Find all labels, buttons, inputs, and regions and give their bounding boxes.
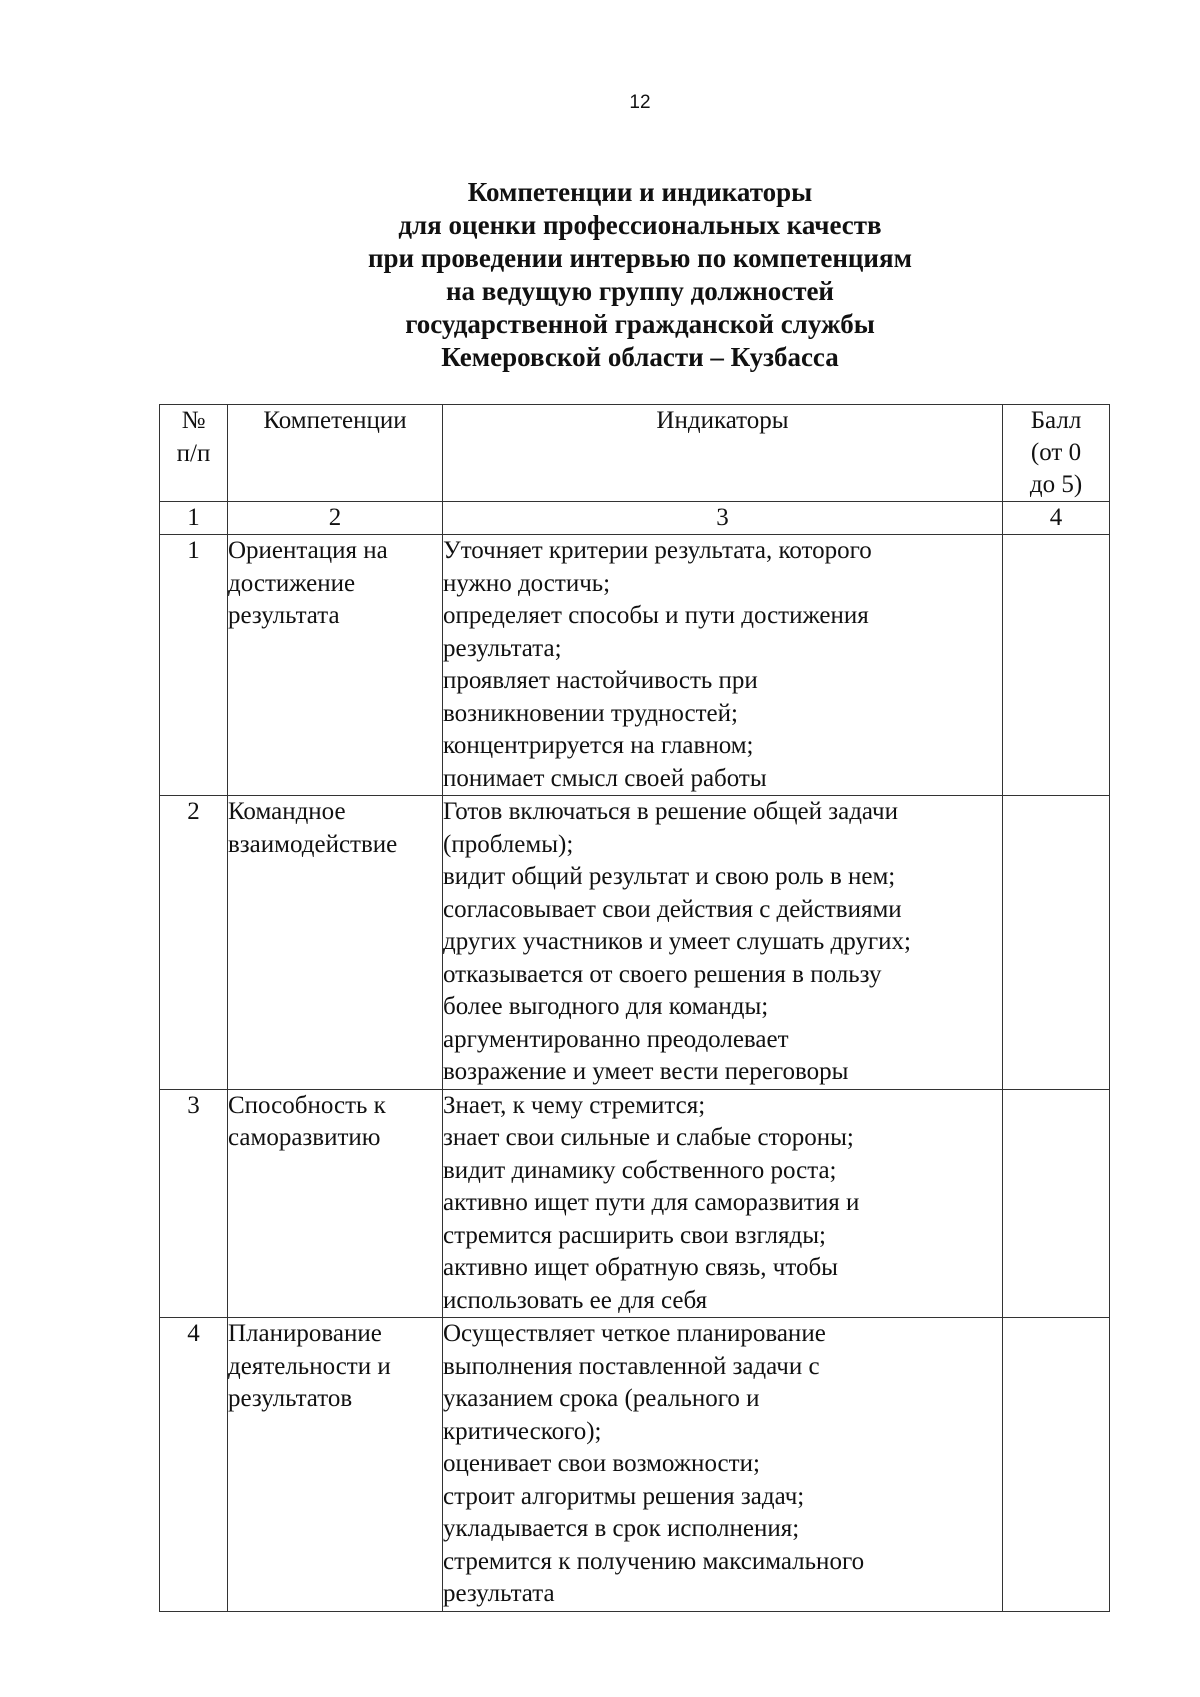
score-cell[interactable] (1003, 535, 1110, 796)
indicator-line: возражение и умеет вести переговоры (443, 1058, 849, 1085)
indicator-line: стремится к получению максимального (443, 1547, 865, 1575)
title-line: для оценки профессиональных качеств (398, 210, 882, 240)
title-line: Компетенции и индикаторы (467, 177, 813, 207)
table-header-row (160, 405, 1110, 502)
page-number: 12 (629, 92, 651, 113)
indicator-line: указанием срока (реального и (443, 1385, 760, 1412)
indicators-cell (443, 1089, 1003, 1318)
indicator-line: концентрируется на главном; (443, 732, 754, 759)
indicator-line: других участников и умеет слушать других; (443, 928, 911, 955)
competence-line: достижение (228, 569, 356, 597)
indicators-cell (443, 535, 1003, 796)
competence-cell (228, 535, 443, 796)
score-cell[interactable] (1003, 1318, 1110, 1612)
header-score (1003, 405, 1110, 502)
indicator-line: оценивает свои возможности; (443, 1450, 760, 1477)
indicator-line: Знает, к чему стремится; (443, 1091, 706, 1119)
row-number: 3 (160, 1089, 228, 1318)
competence-cell (228, 1318, 443, 1612)
row-number: 2 (160, 796, 228, 1090)
header-competence: Компетенции (228, 405, 443, 502)
header-indicators: Индикаторы (443, 405, 1003, 502)
competence-cell (228, 796, 443, 1090)
column-number: 1 (160, 502, 228, 535)
table-row (160, 796, 1110, 1090)
header-number (160, 405, 228, 502)
indicators-cell (443, 1318, 1003, 1612)
document-title (0, 176, 1200, 374)
indicator-line: строит алгоритмы решения задач; (443, 1482, 805, 1510)
table-body (160, 535, 1110, 1612)
indicator-line: определяет способы и пути достижения (443, 602, 869, 629)
header-score-line: Балл (1030, 407, 1082, 434)
indicator-line: использовать ее для себя (443, 1286, 708, 1314)
competence-line: Планирование (228, 1320, 382, 1347)
competence-line: Способность к (228, 1091, 386, 1119)
table-row (160, 1089, 1110, 1318)
header-number-line: п/п (176, 439, 211, 467)
competence-cell (228, 1089, 443, 1318)
header-number-line: № (181, 407, 206, 434)
indicator-line: отказывается от своего решения в пользу (443, 960, 882, 988)
indicator-line: (проблемы); (443, 830, 574, 858)
indicator-line: критического); (443, 1417, 602, 1445)
indicator-line: проявляет настойчивость при (443, 667, 758, 694)
competencies-table (159, 404, 1110, 1612)
row-number: 4 (160, 1318, 228, 1612)
indicator-line: согласовывает свои действия с действиями (443, 895, 902, 923)
row-number: 1 (160, 535, 228, 796)
indicator-line: аргументированно преодолевает (443, 1025, 789, 1053)
indicator-line: знает свои сильные и слабые стороны; (443, 1124, 854, 1151)
indicator-line: результата; (443, 634, 562, 662)
competence-line: результата (228, 602, 340, 629)
indicator-line: Уточняет критерии результата, которого (443, 537, 872, 564)
indicator-line: понимает смысл своей работы (443, 764, 767, 792)
indicator-line: результата (443, 1580, 555, 1607)
competence-line: взаимодействие (228, 830, 398, 858)
column-number: 3 (443, 502, 1003, 535)
indicator-line: стремится расширить свои взгляды; (443, 1221, 826, 1249)
header-score-line: до 5) (1029, 471, 1083, 498)
indicator-line: видит динамику собственного роста; (443, 1156, 837, 1184)
title-line: при проведении интервью по компетенциям (367, 243, 912, 273)
indicator-line: Готов включаться в решение общей задачи (443, 798, 898, 825)
competence-line: саморазвитию (228, 1124, 381, 1151)
competence-line: Командное (228, 798, 346, 825)
column-number: 4 (1003, 502, 1110, 535)
indicator-line: активно ищет обратную связь, чтобы (443, 1254, 838, 1281)
header-score-line: (от 0 (1030, 439, 1082, 466)
title-line: на ведущую группу должностей (445, 276, 834, 306)
title-line: Кемеровской области – Кузбасса (441, 342, 839, 372)
title-line: государственной гражданской службы (405, 309, 875, 339)
score-cell[interactable] (1003, 796, 1110, 1090)
competence-line: результатов (228, 1385, 353, 1412)
indicator-line: выполнения поставленной задачи с (443, 1352, 820, 1380)
indicator-line: видит общий результат и свою роль в нем; (443, 863, 896, 890)
indicator-line: возникновении трудностей; (443, 699, 738, 727)
column-number-row (160, 502, 1110, 535)
table-row (160, 1318, 1110, 1612)
indicator-line: Осуществляет четкое планирование (443, 1320, 826, 1347)
competence-line: деятельности и (228, 1352, 391, 1380)
score-cell[interactable] (1003, 1089, 1110, 1318)
column-number: 2 (228, 502, 443, 535)
indicator-line: более выгодного для команды; (443, 993, 769, 1020)
indicators-cell (443, 796, 1003, 1090)
indicator-line: нужно достичь; (443, 569, 611, 597)
table-row (160, 535, 1110, 796)
indicator-line: активно ищет пути для саморазвития и (443, 1189, 860, 1216)
competence-line: Ориентация на (228, 537, 388, 564)
indicator-line: укладывается в срок исполнения; (443, 1515, 800, 1542)
